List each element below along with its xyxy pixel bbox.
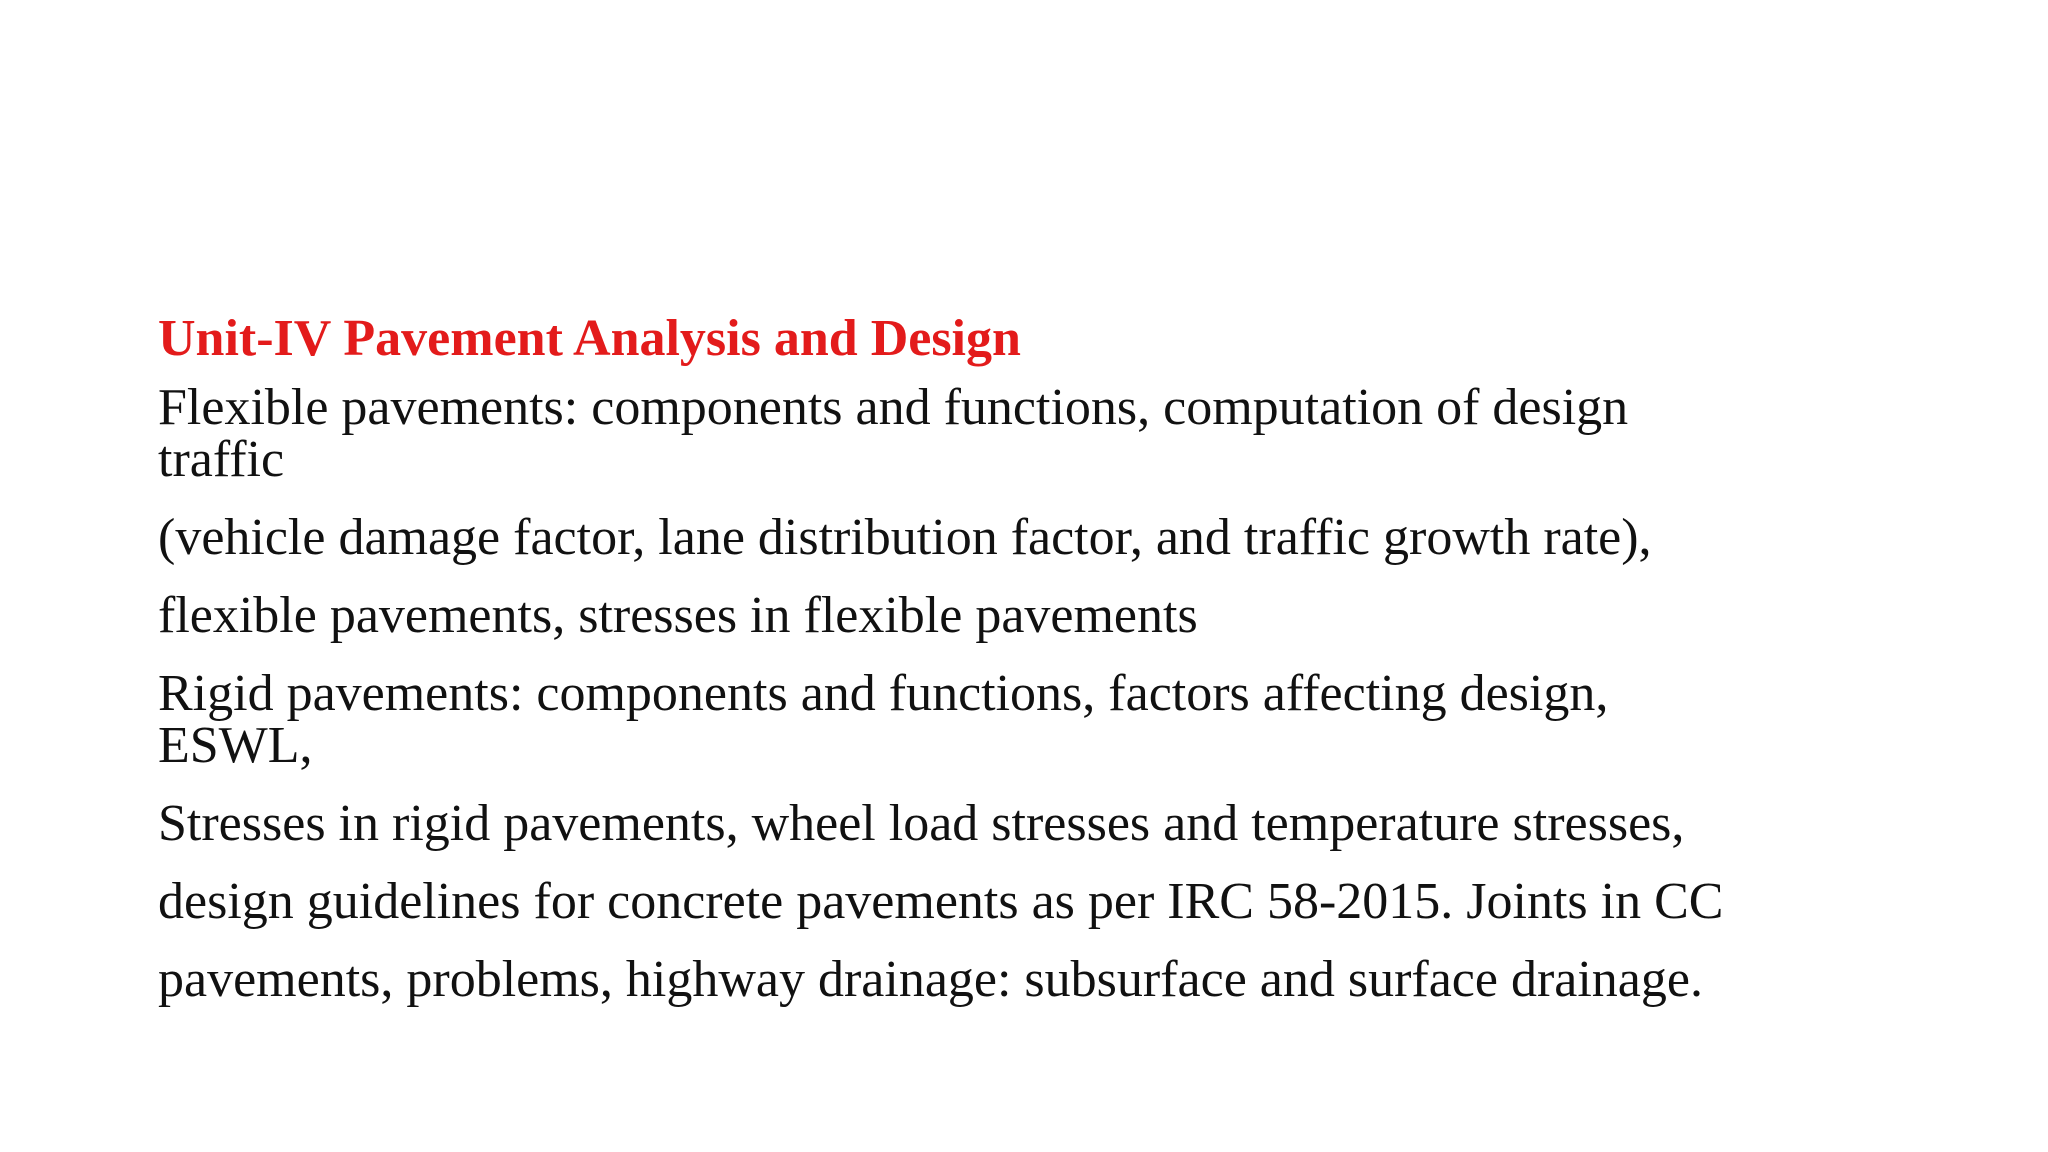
body-line-7: pavements, problems, highway drainage: subsurface and surface drainage. <box>158 951 1703 1008</box>
slide-title: Unit-IV Pavement Analysis and Design <box>158 310 1021 367</box>
body-line-1 <box>158 379 1978 488</box>
body-line-1-part-2: traffic <box>158 431 285 488</box>
body-line-4-part-1: Rigid pavements: components and functions, factors affecting design, <box>158 665 1609 722</box>
body-line-1-part-1: Flexible pavements: components and functions, computation of design <box>158 379 1629 436</box>
body-line-6: design guidelines for concrete pavements as per IRC 58-2015. Joints in CC <box>158 873 1724 930</box>
body-line-4-part-2: ESWL, <box>158 717 313 774</box>
body-line-4 <box>158 665 1978 774</box>
body-line-3: flexible pavements, stresses in flexible pavements <box>158 587 1198 644</box>
body-line-5: Stresses in rigid pavements, wheel load stresses and temperature stresses, <box>158 795 1685 852</box>
body-line-2: (vehicle damage factor, lane distribution factor, and traffic growth rate), <box>158 509 1652 566</box>
slide-content <box>158 305 1978 1032</box>
